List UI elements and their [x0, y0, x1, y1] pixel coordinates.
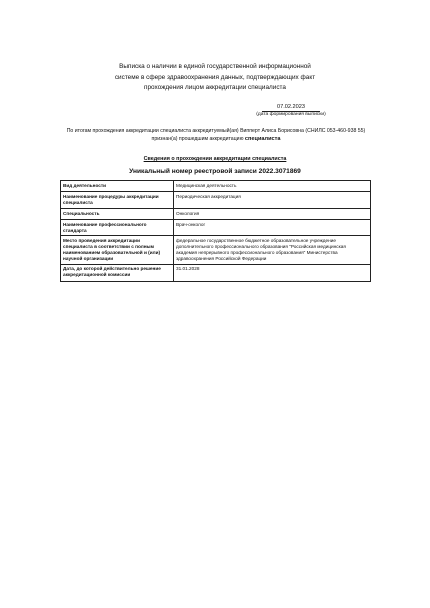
result-line: [66, 135, 366, 143]
title-line: прохождения лицом аккредитации специалиста: [144, 84, 286, 91]
result-prefix: признан(а) прошедшим аккредитацию: [151, 136, 244, 143]
registry-number: Уникальный номер реестровой записи 2022.3071869: [129, 168, 301, 175]
row-value: Медицинская деятельность: [174, 181, 371, 192]
row-label: Специальность: [61, 209, 174, 220]
result-line: По итогам прохождения аккредитации специалиста аккредитуемый(ая) Випперт Алиса Борисовна (СНИЛС 053-460-938 55): [66, 128, 366, 134]
row-label: Место проведения аккредитации специалиста в соответствии с полным наименованием образовательной и (или) научной организации: [61, 236, 174, 264]
accreditation-table: [60, 180, 371, 282]
table-row: [61, 220, 371, 236]
table-row: [61, 209, 371, 220]
accreditation-result: [66, 127, 366, 143]
row-label: Наименование профессионального стандарта: [61, 220, 174, 236]
row-value: Периодическая аккредитация: [174, 192, 371, 209]
issue-date-caption: (дата формирования выписки): [256, 112, 326, 117]
row-label: Вид деятельности: [61, 181, 174, 192]
issue-date: 07.02.2023: [262, 103, 320, 112]
result-status: специалиста: [244, 136, 281, 143]
table-row: [61, 181, 371, 192]
row-value: федеральное государственное бюджетное образовательное учреждение дополнительного профессионального образования "Российская медицинская академия непрерывного профессионального образования" Министерства здравоохранения Российской Федерации: [174, 236, 371, 264]
table-row: [61, 264, 371, 281]
row-label: Дата, до которой действительно решение аккредитационной комиссии: [61, 264, 174, 281]
title-line: системе в сфере здравоохранения данных, подтверждающих факт: [114, 73, 316, 81]
section-title: Сведения о прохождении аккредитации специалиста: [143, 156, 287, 162]
row-value: 31.01.2028: [174, 264, 371, 281]
row-value: Онкология: [174, 209, 371, 220]
table-row: [61, 236, 371, 264]
row-label: Наименование процедуры аккредитации специалиста: [61, 192, 174, 209]
row-value: Врач-онколог: [174, 220, 371, 236]
table-row: [61, 192, 371, 209]
document-title: [60, 62, 370, 94]
title-line: Выписка о наличии в единой государственной информационной: [119, 63, 311, 70]
